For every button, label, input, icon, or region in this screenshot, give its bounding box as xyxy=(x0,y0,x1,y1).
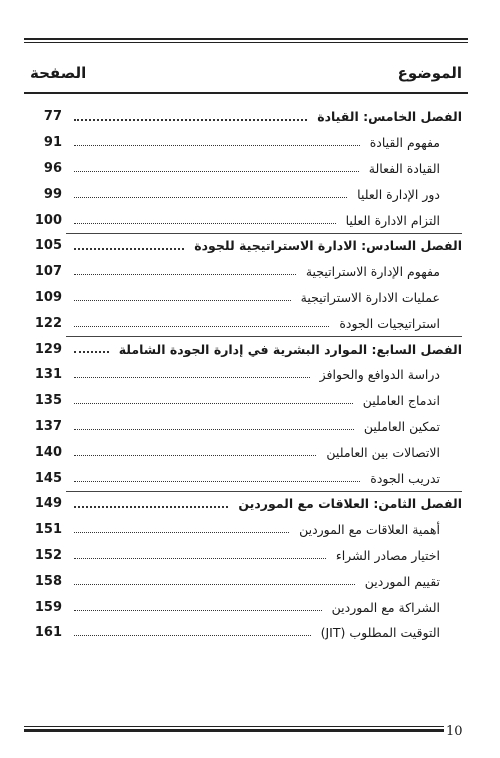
toc-section-entry xyxy=(43,156,462,182)
entry-title: القيادة الفعالة xyxy=(368,160,440,176)
dot-leader xyxy=(74,248,184,250)
entry-page-number: 152 xyxy=(34,547,62,563)
dot-leader xyxy=(74,274,296,275)
dot-leader xyxy=(74,455,316,456)
entry-page-number: 77 xyxy=(43,109,62,125)
entry-page-number: 131 xyxy=(34,367,62,383)
dot-leader xyxy=(74,429,354,430)
page-column-label: الصفحة xyxy=(30,64,87,82)
dot-leader xyxy=(74,119,307,121)
chapter-separator xyxy=(66,336,462,337)
entry-title: تقييم الموردين xyxy=(364,573,440,589)
toc-section-entry xyxy=(34,207,462,233)
entry-page-number: 109 xyxy=(34,289,62,305)
entry-title: أهمية العلاقات مع الموردين xyxy=(299,522,440,538)
page-number: 10 xyxy=(446,724,463,739)
header-divider xyxy=(24,92,468,94)
dot-leader xyxy=(74,558,326,559)
entry-title: عمليات الادارة الاستراتيجية xyxy=(300,289,440,305)
top-rule-line-thin xyxy=(24,42,468,43)
toc-section-entry xyxy=(34,465,462,491)
toc-section-entry xyxy=(34,259,462,285)
toc-chapter-entry xyxy=(34,233,462,259)
top-rule-line-thick xyxy=(24,38,468,40)
toc-section-entry xyxy=(34,439,462,465)
entry-page-number: 158 xyxy=(34,573,62,589)
entry-page-number: 149 xyxy=(34,496,62,512)
entry-title: استراتيجيات الجودة xyxy=(339,315,440,331)
dot-leader xyxy=(74,584,355,585)
dot-leader xyxy=(74,223,336,224)
bottom-rule-line-thick xyxy=(24,729,444,732)
entry-page-number: 145 xyxy=(34,470,62,486)
top-double-rule xyxy=(24,38,468,43)
entry-page-number: 99 xyxy=(43,186,62,202)
toc-section-entry xyxy=(34,310,462,336)
dot-leader xyxy=(74,635,311,636)
entry-title: الاتصالات بين العاملين xyxy=(326,444,440,460)
chapter-separator xyxy=(66,491,462,492)
entry-title: الفصل الثامن: العلاقات مع الموردين xyxy=(238,496,462,512)
entry-title: اندماج العاملين xyxy=(362,393,440,409)
topic-column-label: الموضوع xyxy=(397,64,462,82)
toc-section-entry xyxy=(34,620,462,646)
entry-page-number: 135 xyxy=(34,393,62,409)
dot-leader xyxy=(74,326,329,327)
entry-title: اختيار مصادر الشراء xyxy=(335,547,440,563)
chapter-separator xyxy=(66,233,462,234)
toc-section-entry xyxy=(34,388,462,414)
dot-leader xyxy=(74,481,360,482)
toc-section-entry xyxy=(34,362,462,388)
entry-page-number: 151 xyxy=(34,522,62,538)
entry-page-number: 161 xyxy=(34,625,62,641)
entry-page-number: 100 xyxy=(34,212,62,228)
toc-chapter-entry xyxy=(34,336,462,362)
entry-page-number: 159 xyxy=(34,599,62,615)
entry-title: تدريب الجودة xyxy=(370,470,440,486)
entry-title: مفهوم الإدارة الاستراتيجية xyxy=(305,264,440,280)
dot-leader xyxy=(74,351,109,353)
entry-title: دور الإدارة العليا xyxy=(357,186,440,202)
bottom-double-rule xyxy=(24,726,444,732)
dot-leader xyxy=(74,506,228,508)
dot-leader xyxy=(74,145,360,146)
entry-page-number: 107 xyxy=(34,264,62,280)
entry-page-number: 91 xyxy=(43,135,62,151)
dot-leader xyxy=(74,197,347,198)
toc-section-entry xyxy=(34,414,462,440)
entry-title: التوقيت المطلوب (JIT) xyxy=(320,625,440,641)
toc-section-entry xyxy=(43,130,462,156)
toc-section-entry xyxy=(34,568,462,594)
entry-page-number: 96 xyxy=(43,160,62,176)
entry-title: مفهوم القيادة xyxy=(369,135,440,151)
entry-title: الفصل السابع: الموارد البشرية في إدارة الجودة الشاملة xyxy=(118,341,462,357)
entry-title: تمكين العاملين xyxy=(363,418,440,434)
toc-section-entry xyxy=(34,543,462,569)
entry-title: التزام الادارة العليا xyxy=(345,212,440,228)
entry-page-number: 122 xyxy=(34,315,62,331)
toc-section-entry xyxy=(34,285,462,311)
toc-section-entry xyxy=(43,181,462,207)
entry-title: الفصل الخامس: القيادة xyxy=(317,109,462,125)
toc-section-entry xyxy=(34,517,462,543)
dot-leader xyxy=(74,300,291,301)
entry-title: الشراكة مع الموردين xyxy=(331,599,440,615)
dot-leader xyxy=(74,171,359,172)
entry-title: دراسة الدوافع والحوافز xyxy=(319,367,440,383)
entry-page-number: 105 xyxy=(34,238,62,254)
dot-leader xyxy=(74,403,353,404)
toc-header xyxy=(30,60,462,86)
dot-leader xyxy=(74,532,289,533)
dot-leader xyxy=(74,377,310,378)
dot-leader xyxy=(74,610,322,611)
bottom-rule-line-thin xyxy=(24,726,444,727)
toc-chapter-entry xyxy=(34,491,462,517)
entry-page-number: 140 xyxy=(34,444,62,460)
entry-page-number: 129 xyxy=(34,341,62,357)
table-of-contents xyxy=(34,104,462,646)
entry-title: الفصل السادس: الادارة الاستراتيجية للجودة xyxy=(194,238,462,254)
toc-chapter-entry xyxy=(43,104,462,130)
toc-section-entry xyxy=(34,594,462,620)
entry-page-number: 137 xyxy=(34,418,62,434)
